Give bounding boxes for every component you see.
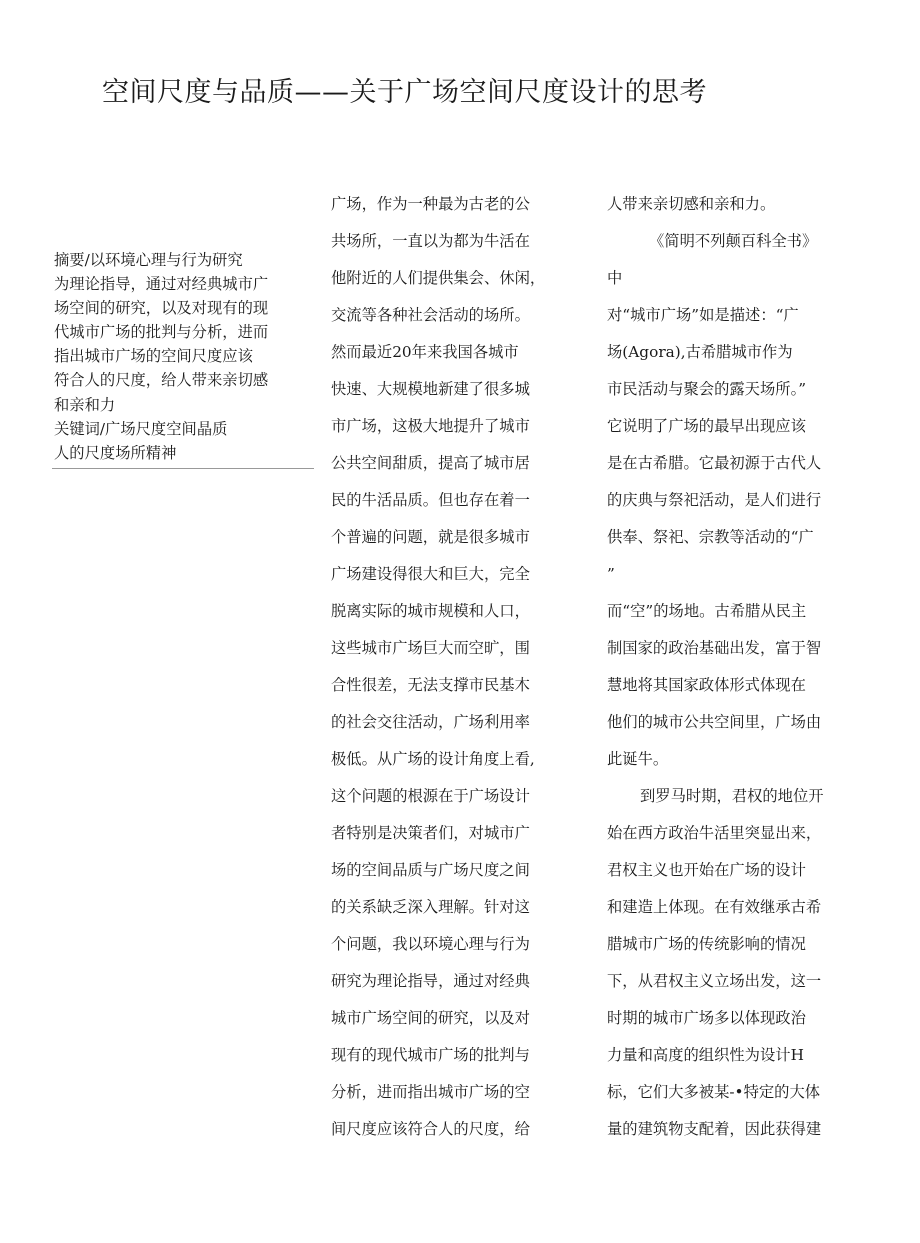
abstract-line: 场空间的研究，以及对现有的现 xyxy=(54,299,269,318)
body-column-2 xyxy=(331,186,567,1148)
body-line: 快速、大规模地新建了很多城 xyxy=(331,380,530,398)
body-line: 和建造上体现。在有效继承古希 xyxy=(607,898,822,916)
body-line: 广场，作为一种最为古老的公 xyxy=(331,195,530,213)
body-line: 个普遍的问题，就是很多城市 xyxy=(331,528,530,546)
body-line: 的关系缺乏深入理解。针对这 xyxy=(331,898,530,916)
body-line: 量的建筑物支配着，因此获得建 xyxy=(607,1120,822,1138)
abstract-block xyxy=(54,248,316,465)
body-line: 中 xyxy=(607,269,623,287)
body-line: ” xyxy=(607,565,615,583)
body-line: 合性很差，无法支撑市民基木 xyxy=(331,676,530,694)
body-line: 始在西方政治牛活里突显出来， xyxy=(607,824,822,842)
abstract-divider xyxy=(52,468,314,469)
body-line: 极低。从广场的设计角度上看, xyxy=(331,750,535,768)
body-line: 场的空间品质与广场尺度之间 xyxy=(331,861,530,879)
body-line: 分析，进而指出城市广场的空 xyxy=(331,1083,530,1101)
body-column-3 xyxy=(607,186,857,1148)
body-line: 民的牛活品质。但也存在着一 xyxy=(331,491,530,509)
body-line: 是在古希腊。它最初源于古代人 xyxy=(607,454,822,472)
body-line: 他附近的人们提供集会、休闲， xyxy=(331,269,546,287)
body-line: 者特别是决策者们，对城市广 xyxy=(331,824,530,842)
body-line: 城市广场空间的研究，以及对 xyxy=(331,1009,530,1027)
body-line: 他们的城市公共空间里，广场由 xyxy=(607,713,822,731)
body-line: 供奉、祭祀、宗教等活动的“广 xyxy=(607,528,814,546)
body-line: 广场建设得很大和巨大，完全 xyxy=(331,565,530,583)
body-line: 公共空间甜质，提高了城市居 xyxy=(331,454,530,472)
body-line: 市民活动与聚会的露天场所。” xyxy=(607,380,807,398)
body-line: 此诞牛。 xyxy=(607,750,669,768)
abstract-line: 符合人的尺度，给人带来亲切感 xyxy=(54,371,269,390)
abstract-line: 指出城市广场的空间尺度应该 xyxy=(54,347,253,366)
abstract-line: 代城市广场的批判与分析，进而 xyxy=(54,323,269,342)
body-line: 然而最近20年来我国各城市 xyxy=(331,343,519,361)
body-line: 人带来亲切感和亲和力。 xyxy=(607,195,776,213)
keywords-line: 人的尺度场所精神 xyxy=(54,443,177,462)
body-line: 的社会交往活动，广场利用率 xyxy=(331,713,530,731)
body-line: 力量和高度的组织性为设计H xyxy=(607,1046,804,1064)
body-line: 共场所，一直以为都为牛活在 xyxy=(331,232,530,250)
keywords-line: 关键词/广场尺度空间晶质 xyxy=(54,419,228,438)
body-line: 这个问题的根源在于广场设计 xyxy=(331,787,530,805)
body-line: 现有的现代城市广场的批判与 xyxy=(331,1046,530,1064)
body-line: 标，它们大多被某-•特定的大体 xyxy=(607,1083,821,1101)
body-line: 脱离实际的城市规模和人口， xyxy=(331,602,530,620)
body-line: 制国家的政治基础出发，富于智 xyxy=(607,639,822,657)
body-line: 腊城市广场的传统影响的情况 xyxy=(607,935,806,953)
body-line: 这些城市广场巨大而空旷，围 xyxy=(331,639,530,657)
body-line: 个问题，我以环境心理与行为 xyxy=(331,935,530,953)
abstract-line: 为理论指导，通过对经典城市广 xyxy=(54,275,269,294)
body-line: 的庆典与祭祀活动，是人们进行 xyxy=(607,491,822,509)
body-line: 市广场，这极大地提升了城市 xyxy=(331,417,530,435)
citation-line: 《简明不列颠百科全书》 xyxy=(649,232,818,250)
body-line: 慧地将其国家政体形式体现在 xyxy=(607,676,806,694)
body-line: 间尺度应该符合人的尺度，给 xyxy=(331,1120,530,1138)
paragraph-start-line: 到罗马时期，君权的地位开 xyxy=(640,787,824,805)
body-line: 而“空”的场地。古希腊从民主 xyxy=(607,602,807,620)
body-line: 场(Agora),古希腊城市作为 xyxy=(607,343,793,361)
body-line: 时期的城市广场多以体现政治 xyxy=(607,1009,806,1027)
body-line: 研究为理论指导，通过对经典 xyxy=(331,972,530,990)
body-line: 交流等各种社会活动的场所。 xyxy=(331,306,530,324)
page-title: 空间尺度与品质——关于广场空间尺度设计的思考 xyxy=(102,77,707,108)
abstract-line: 和亲和力 xyxy=(54,395,116,414)
body-line: 君权主义也开始在广场的设计 xyxy=(607,861,806,879)
body-line: 它说明了广场的最早出现应该 xyxy=(607,417,806,435)
body-line: 下，从君权主义立场出发，这一 xyxy=(607,972,822,990)
body-line: 对“城市广场”如是描述：“广 xyxy=(607,306,799,324)
abstract-line: 摘要/以环境心理与行为研究 xyxy=(54,251,243,269)
